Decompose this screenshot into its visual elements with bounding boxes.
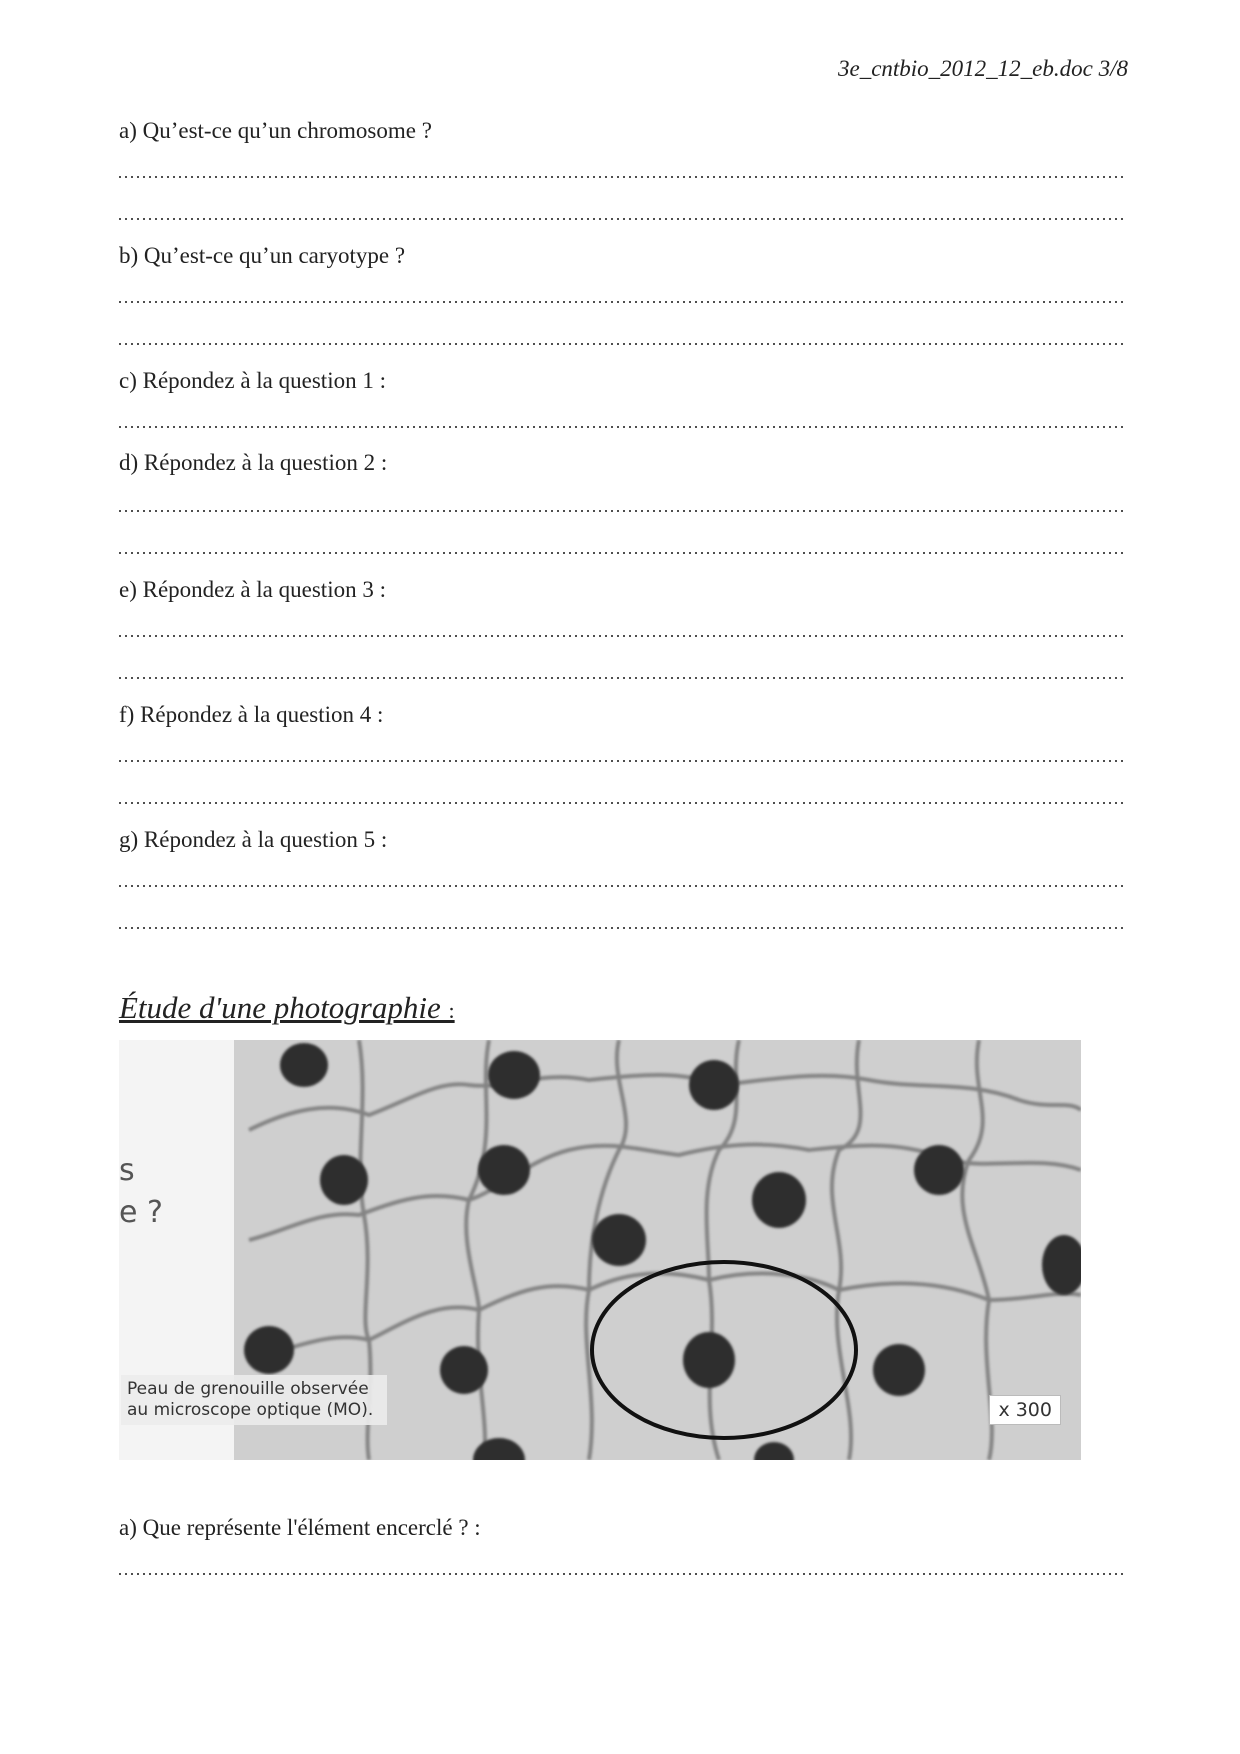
question-b: b) Qu’est-ce qu’un caryotype ? <box>119 243 406 268</box>
caption-line-2: au microscope optique (MO). <box>127 1400 374 1420</box>
photo-question-a: a) Que représente l'élément encerclé ? : <box>119 1515 481 1540</box>
section-title-colon: : <box>448 998 455 1023</box>
answer-line[interactable] <box>117 426 1127 428</box>
margin-text <box>119 1150 163 1234</box>
photo-caption <box>121 1375 387 1425</box>
answer-line[interactable] <box>117 885 1127 887</box>
magnification-label: x 300 <box>989 1395 1061 1425</box>
answer-line[interactable] <box>117 760 1127 762</box>
question-a: a) Qu’est-ce qu’un chromosome ? <box>119 118 432 143</box>
question-g: g) Répondez à la question 5 : <box>119 827 388 852</box>
answer-line[interactable] <box>117 176 1127 178</box>
answer-line[interactable] <box>117 1573 1127 1575</box>
answer-line[interactable] <box>117 218 1127 220</box>
answer-line[interactable] <box>117 677 1127 679</box>
microscope-photo <box>119 1040 1081 1460</box>
answer-line[interactable] <box>117 510 1127 512</box>
answer-line[interactable] <box>117 343 1127 345</box>
answer-line[interactable] <box>117 802 1127 804</box>
section-title <box>119 990 455 1026</box>
answer-line[interactable] <box>117 927 1127 929</box>
question-f: f) Répondez à la question 4 : <box>119 702 384 727</box>
caption-line-1: Peau de grenouille observée <box>127 1379 369 1399</box>
section-title-text: Étude d'une photographie <box>119 990 449 1025</box>
question-c: c) Répondez à la question 1 : <box>119 368 386 393</box>
answer-line[interactable] <box>117 635 1127 637</box>
answer-line[interactable] <box>117 552 1127 554</box>
answer-line[interactable] <box>117 301 1127 303</box>
document-filename: 3e_cntbio_2012_12_eb.doc 3/8 <box>837 56 1128 81</box>
question-d: d) Répondez à la question 2 : <box>119 450 388 475</box>
margin-glyph-1: s <box>119 1153 135 1188</box>
question-e: e) Répondez à la question 3 : <box>119 577 386 602</box>
margin-glyph-2: e ? <box>119 1195 163 1230</box>
